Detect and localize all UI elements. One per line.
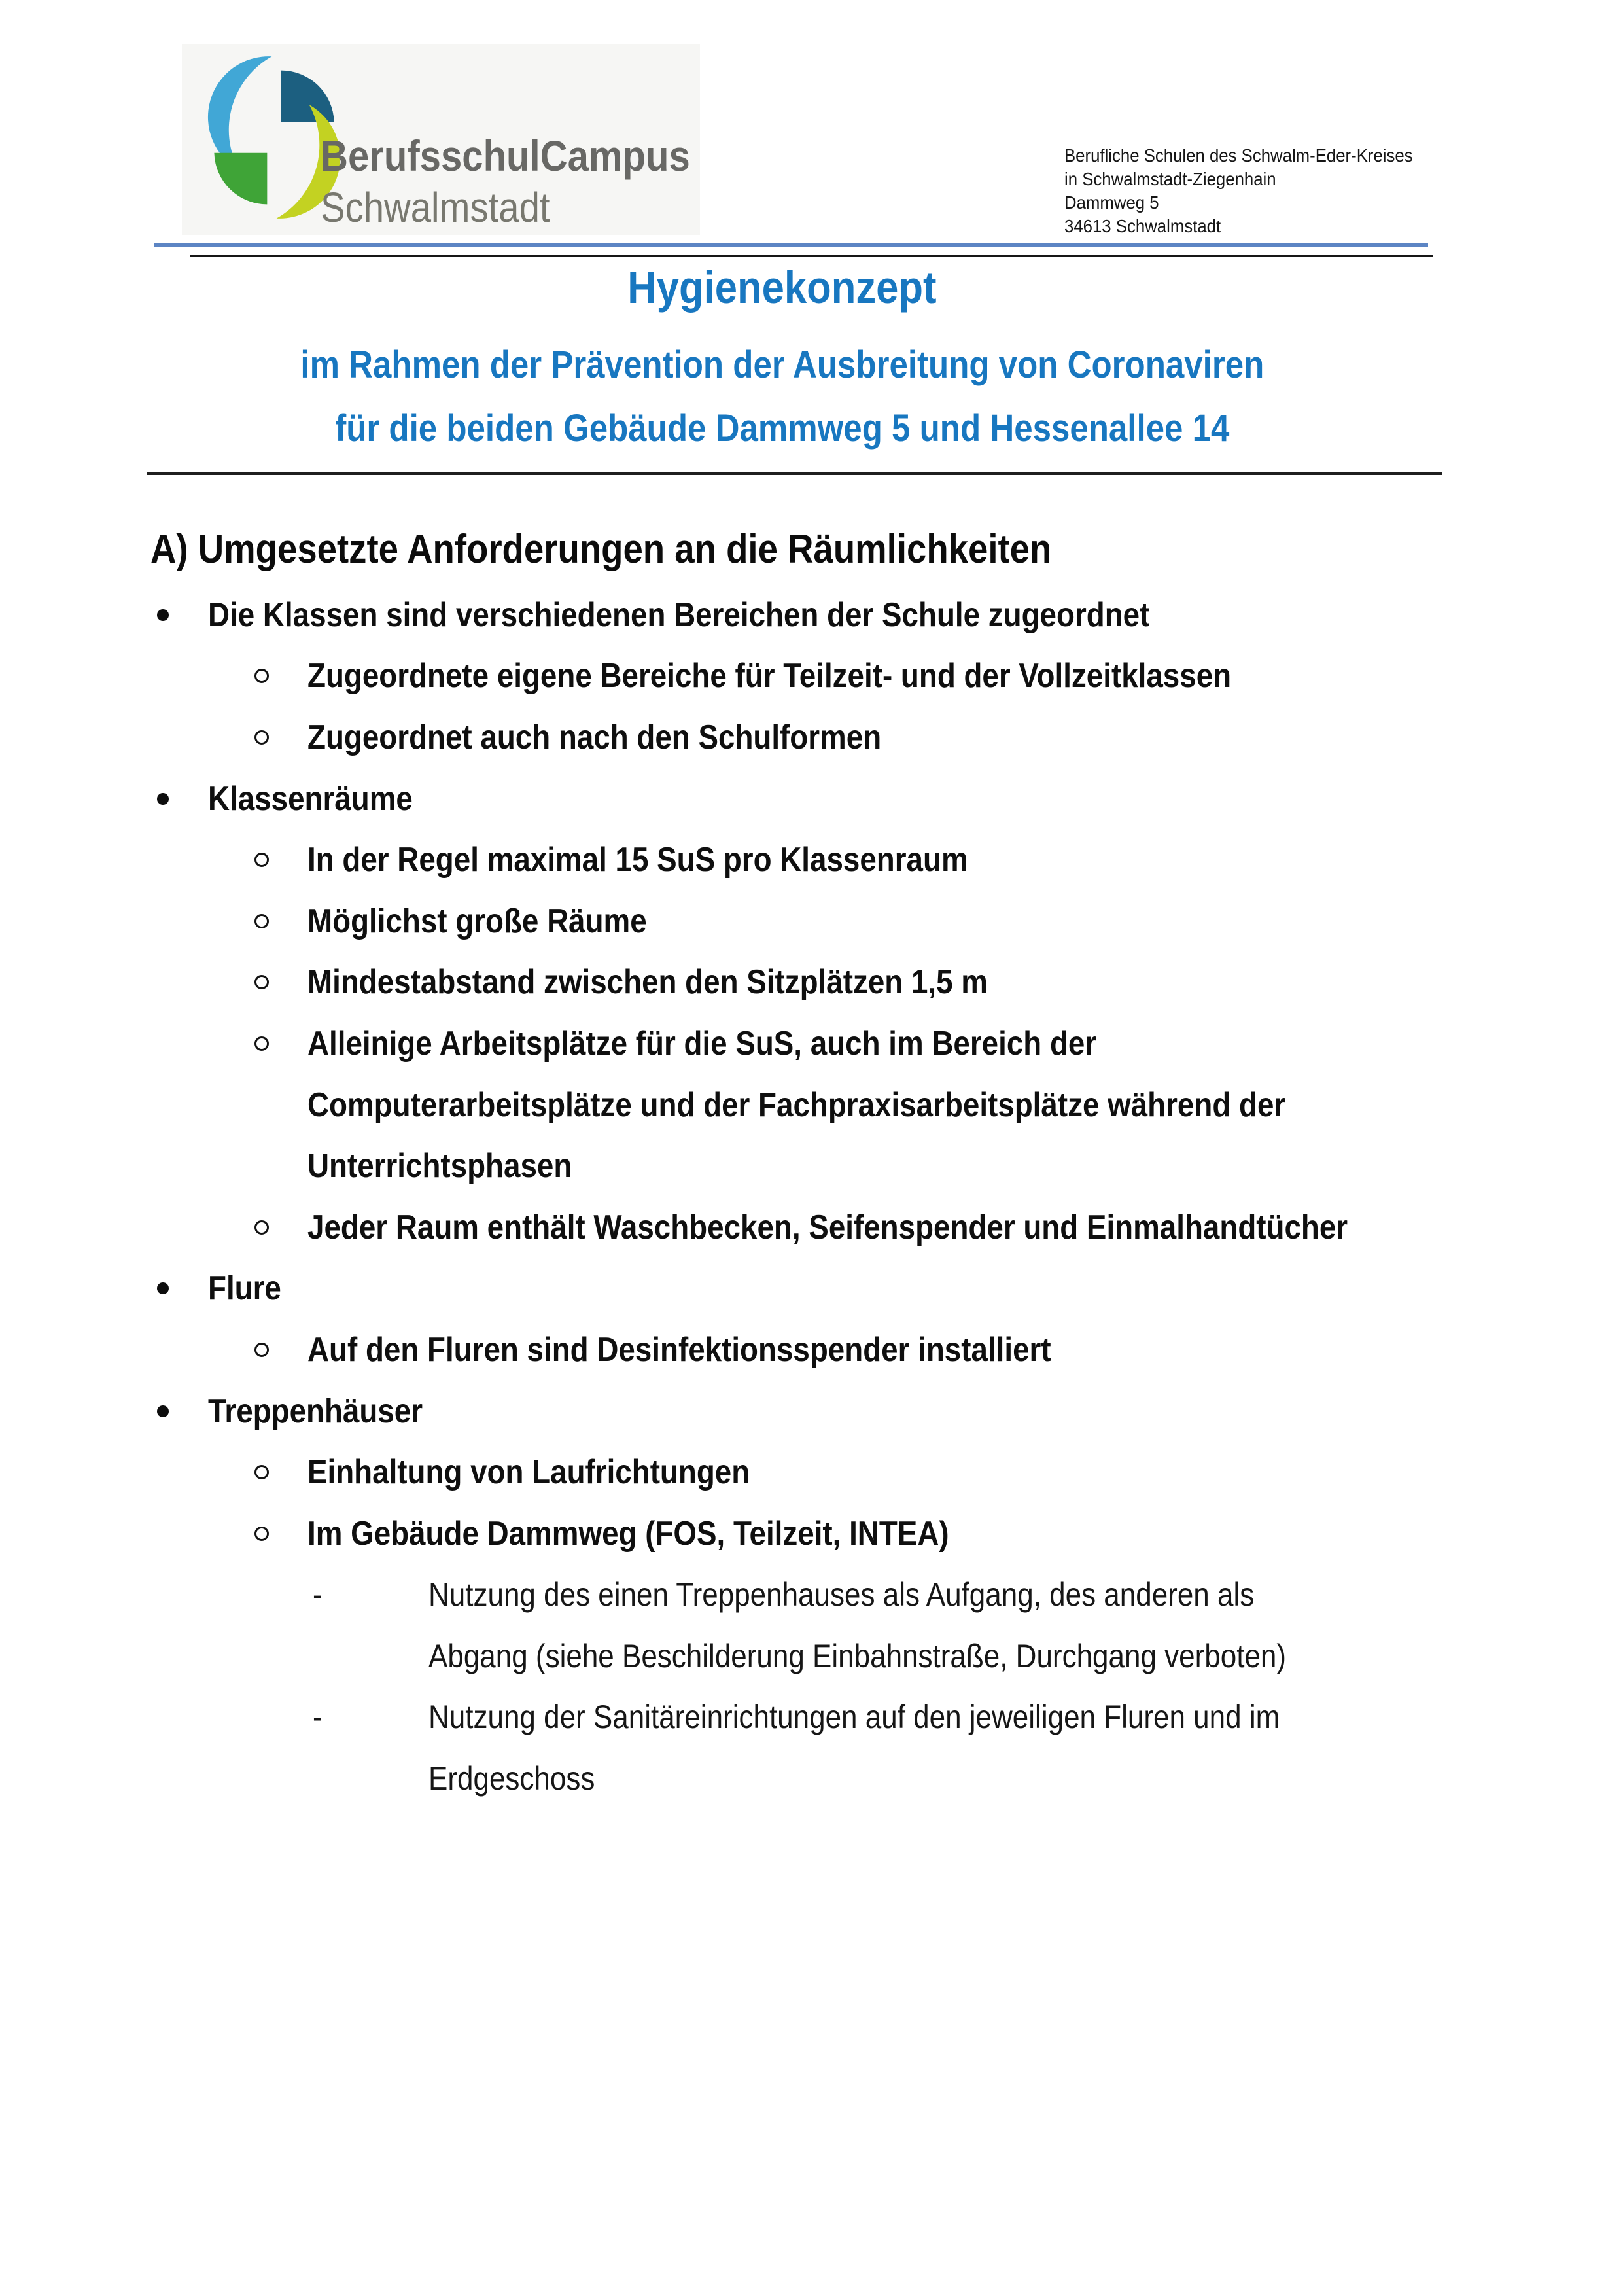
list-item-text: Nutzung des einen Treppenhauses als Aufgang, des anderen als [428,1576,1255,1614]
bullet-dot-icon [157,793,169,805]
logo-subtitle [321,184,581,231]
list-item [0,891,1623,952]
section-heading: A) Umgesetzte Anforderungen an die Räumlichkeiten [150,527,1052,572]
list-item-text: Alleinige Arbeitsplätze für die SuS, auch im Bereich der [307,1024,1097,1063]
circle-bullet-icon [254,1527,269,1541]
school-logo [182,44,700,235]
logo-title-text: BerufsschulCampus [321,132,690,180]
circle-bullet-icon [254,1220,269,1235]
bullet-dot-icon [157,1282,169,1294]
list-item [0,1319,1623,1381]
list-item-text: In der Regel maximal 15 SuS pro Klassenraum [307,841,968,879]
list-item [0,1687,1623,1748]
list-item [0,646,1623,707]
circle-bullet-icon [254,730,269,745]
list-item-text: Mindestabstand zwischen den Sitzplätzen 1,5 m [307,963,988,1002]
logo-subtitle-text: Schwalmstadt [321,184,550,231]
list-item-text: Einhaltung von Laufrichtungen [307,1453,750,1492]
list-item-continuation [0,1625,1623,1687]
list-item-text: Computerarbeitsplätze und der Fachpraxisarbeitsplätze während der [307,1086,1286,1124]
list-item-text: Klassenräume [208,779,413,818]
list-item-text: Unterrichtsphasen [307,1147,572,1186]
list-item [0,1381,1623,1442]
address-line: Berufliche Schulen des Schwalm-Eder-Kreises [1064,145,1413,166]
circle-bullet-icon [254,1343,269,1357]
list-item-text: Zugeordnete eigene Bereiche für Teilzeit- und der Vollzeitklassen [307,657,1232,696]
list-item-text: Auf den Fluren sind Desinfektionsspender installiert [307,1330,1051,1369]
bullet-list [0,584,1623,1809]
list-item [0,952,1623,1014]
list-item [0,1197,1623,1258]
list-item [0,829,1623,891]
document-subtitle-2: für die beiden Gebäude Dammweg 5 und Hessenallee 14 [334,407,1230,450]
list-item [0,584,1623,646]
circle-bullet-icon [254,914,269,928]
title-bottom-rule [147,472,1442,475]
list-item-text: Zugeordnet auch nach den Schulformen [307,718,882,756]
bullet-dot-icon [157,609,169,621]
address-block [1064,144,1443,238]
address-line: Dammweg 5 [1064,192,1159,213]
circle-bullet-icon [254,669,269,683]
list-item-continuation [0,1074,1623,1136]
list-item [0,1441,1623,1503]
circle-bullet-icon [254,975,269,989]
dash-bullet-icon: - [313,1699,323,1736]
circle-bullet-icon [254,853,269,867]
list-item-text: Jeder Raum enthält Waschbecken, Seifenspender und Einmalhandtücher [307,1208,1348,1246]
list-item-text: Flure [208,1269,281,1308]
document-subtitle-1: im Rahmen der Prävention der Ausbreitung von Coronaviren [300,344,1264,386]
list-item [0,1564,1623,1626]
logo-petal-bottom-left [214,153,267,205]
list-item-text: Erdgeschoss [428,1760,595,1797]
logo-petal-top-right [281,71,334,122]
list-item-continuation [0,1748,1623,1809]
address-line: 34613 Schwalmstadt [1064,216,1221,236]
header-rule-black [190,255,1433,257]
list-item [0,768,1623,830]
circle-bullet-icon [254,1036,269,1051]
header-rule-blue [154,243,1428,247]
list-item [0,1013,1623,1074]
list-item-text: Die Klassen sind verschiedenen Bereichen der Schule zugeordnet [208,595,1150,634]
list-item [0,1503,1623,1564]
document-title-text: Hygienekonzept [627,262,937,313]
bullet-dot-icon [157,1405,169,1417]
address-line: in Schwalmstadt-Ziegenhain [1064,169,1276,189]
list-item-text: Im Gebäude Dammweg (FOS, Teilzeit, INTEA) [307,1514,949,1553]
list-item-text: Abgang (siehe Beschilderung Einbahnstraße, Durchgang verboten) [428,1637,1287,1674]
dash-bullet-icon: - [313,1576,323,1614]
list-item [0,1258,1623,1320]
logo-title [321,132,741,180]
document-title [0,263,1564,311]
circle-bullet-icon [254,1465,269,1479]
list-item-text: Nutzung der Sanitäreinrichtungen auf den jeweiligen Fluren und im [428,1699,1280,1736]
list-item [0,707,1623,768]
list-item-continuation [0,1135,1623,1197]
list-item-text: Treppenhäuser [208,1392,423,1430]
list-item-text: Möglichst große Räume [307,902,647,940]
